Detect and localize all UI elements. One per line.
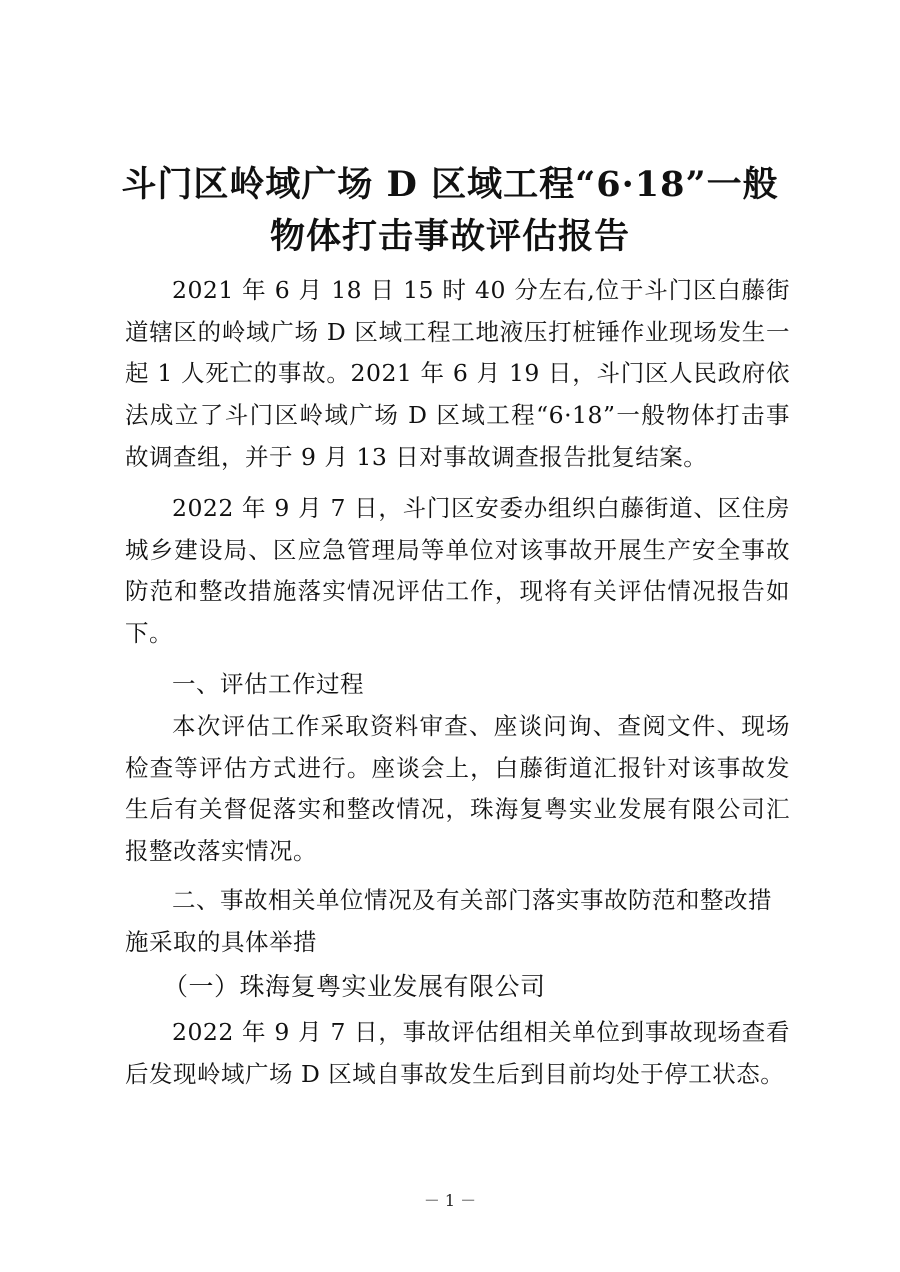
- paragraph-site-inspection: 2022 年 9 月 7 日，事故评估组相关单位到事故现场查看后发现岭域广场 D 区域自事故发生后到目前均处于停工状态。: [125, 1018, 790, 1088]
- section-heading-measures: 二、事故相关单位情况及有关部门落实事故防范和整改措施采取的具体举措: [125, 886, 772, 956]
- paragraph-assessment-intro: 2022 年 9 月 7 日，斗门区安委办组织白藤街道、区住房城乡建设局、区应急管理局等单位对该事故开展生产安全事故防范和整改措施落实情况评估工作，现将有关评估情况报告如下。: [125, 494, 790, 648]
- paragraph-incident-summary: 2021 年 6 月 18 日 15 时 40 分左右,位于斗门区白藤街道辖区的岭域广场 D 区域工程工地液压打桩锤作业现场发生一起 1 人死亡的事故。2021 年 6 月 19 日，斗门区人民政府依法成立了斗门区岭域广场 D 区域工程“6·18”一般物体打击事故调查组，并于 9 月 13 日对事故调查报告批复结案。: [125, 276, 790, 471]
- document-title-line-2: 物体打击事故评估报告: [269, 216, 630, 257]
- page-number: － 1 －: [423, 1191, 477, 1210]
- document-title-line-1: 斗门区岭域广场 D 区域工程“6·18”一般: [121, 164, 779, 205]
- paragraph-assessment-process: 本次评估工作采取资料审查、座谈问询、查阅文件、现场检查等评估方式进行。座谈会上，白藤街道汇报针对该事故发生后有关督促落实和整改情况，珠海复粤实业发展有限公司汇报整改落实情况。: [125, 712, 790, 866]
- section-heading-assessment-process: 一、评估工作过程: [172, 670, 364, 698]
- subsection-heading-company: （一）珠海复粤实业发展有限公司: [163, 972, 546, 1001]
